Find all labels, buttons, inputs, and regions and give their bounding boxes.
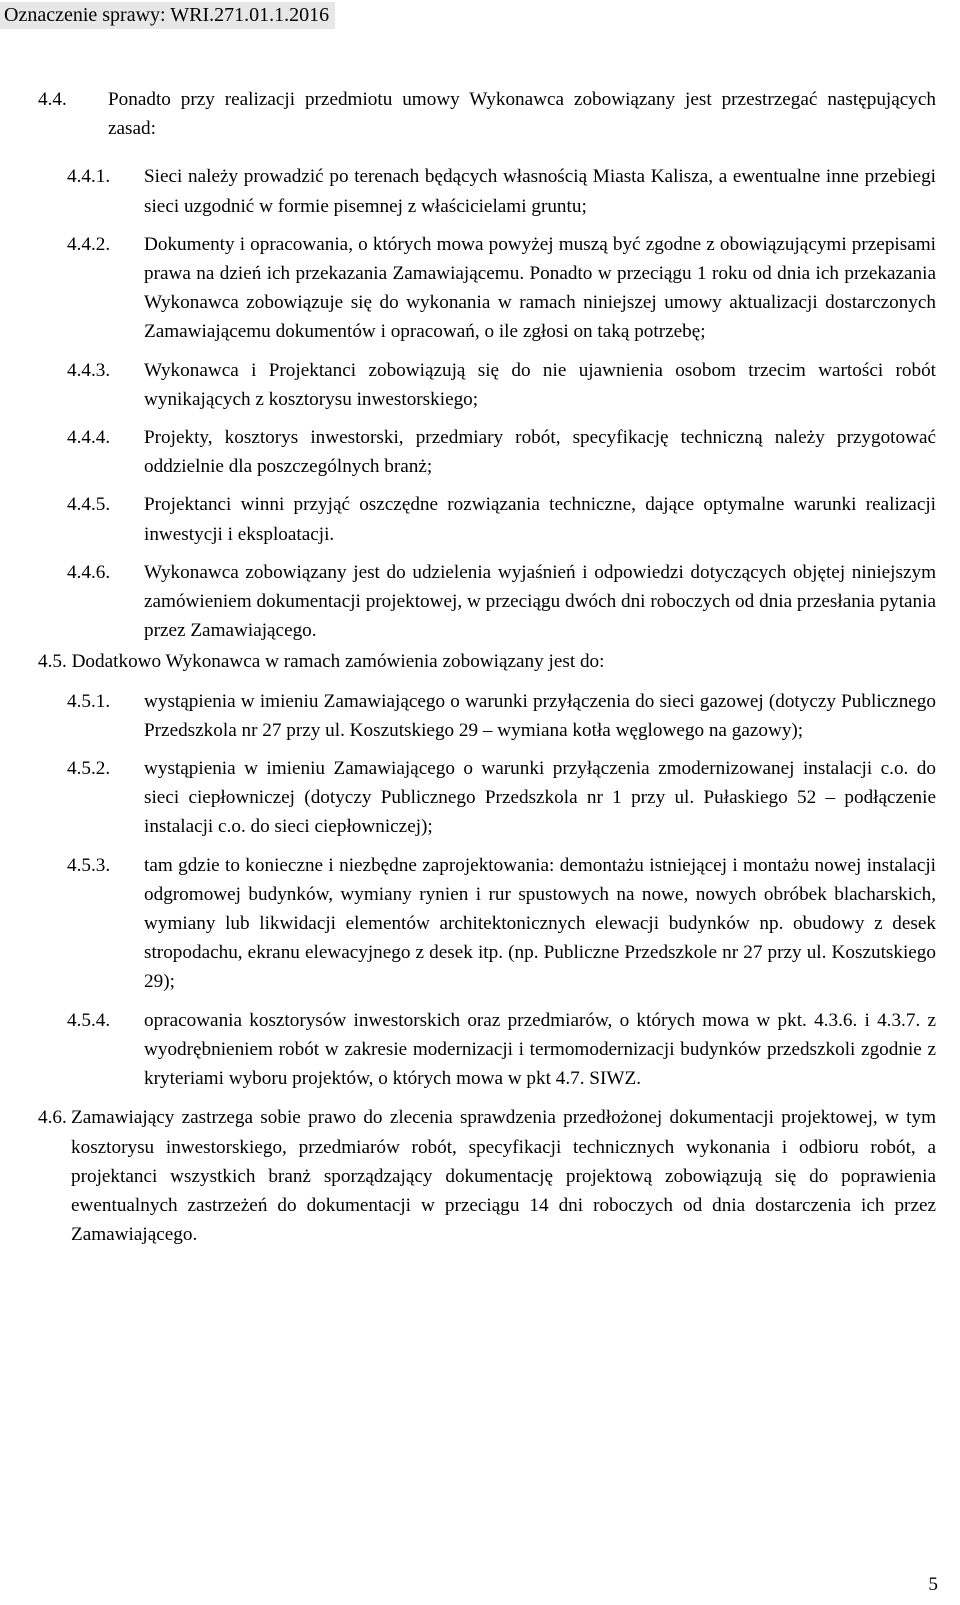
clause-text: wystąpienia w imieniu Zamawiającego o warunki przyłączenia do sieci gazowej (dotyczy Publicznego Przedszkola nr 27 przy ul. Koszutskiego 29 – wymiana kotła węglowego na gazowy); [144, 690, 936, 741]
case-reference-header: Oznaczenie sprawy: WRI.271.01.1.2016 [0, 2, 335, 29]
clause-text: wystąpienia w imieniu Zamawiającego o warunki przyłączenia zmodernizowanej instalacji c.o. do sieci ciepłowniczej (dotyczy Publicznego Przedszkola nr 1 przy ul. Pułaskiego 52 – podłączenie instalacji c.o. do sieci ciepłowniczej); [144, 758, 936, 838]
clause-4-5-4 [67, 1006, 936, 1094]
clause-number: 4.4.4. [67, 427, 111, 449]
clause-text: Dokumenty i opracowania, o których mowa powyżej muszą być zgodne z obowiązującymi przepisami prawa na dzień ich przekazania Zamawiającemu. Ponadto w przeciągu 1 roku od dnia ich przekazania Wykonawca zobowiązuje się do wykonania w ramach niniejszej umowy aktualizacji dostarczonych Zamawiającemu dokumentów i opracowań, o ile zgłosi on taką potrzebę; [144, 233, 936, 343]
clause-4-4-4 [67, 423, 936, 481]
clause-number: 4.4.1. [67, 166, 111, 188]
clause-4-4-3 [67, 356, 936, 414]
section-number: 4.5. [38, 651, 67, 673]
clause-text: Wykonawca zobowiązany jest do udzielenia wyjaśnień i odpowiedzi dotyczących objętej niniejszym zamówieniem dokumentacji projektowej, w przeciągu dwóch dni roboczych od dnia przesłania pytania przez Zamawiającego. [144, 561, 936, 642]
clause-4-5-2 [67, 754, 936, 842]
clause-text: opracowania kosztorysów inwestorskich oraz przedmiarów, o których mowa w pkt. 4.3.6. i 4.3.7. z wyodrębnieniem robót w zakresie modernizacji i termomodernizacji budynków przedszkoli zgodnie z kryteriami wyboru projektów, o których mowa w pkt 4.7. SIWZ. [144, 1009, 936, 1090]
clause-number: 4.4.2. [67, 233, 111, 255]
section-text: Dodatkowo Wykonawca w ramach zamówienia zobowiązany jest do: [71, 651, 605, 673]
clause-4-4-5 [67, 490, 936, 548]
clause-text: Projekty, kosztorys inwestorski, przedmiary robót, specyfikację techniczną należy przygotować oddzielnie dla poszczególnych branż; [144, 427, 936, 478]
clause-number: 4.5.1. [67, 690, 111, 712]
clause-number: 4.4.6. [67, 561, 111, 583]
clause-number: 4.5.4. [67, 1009, 111, 1031]
section-4-4 [38, 85, 936, 143]
section-text: Zamawiający zastrzega sobie prawo do zlecenia sprawdzenia przedłożonej dokumentacji projektowej, w tym kosztorysu inwestorskiego, przedmiarów robót, specyfikacji technicznych wykonania i odbioru robót, a projektanci wszystkich branż sporządzający dokumentację projektową zobowiązują się do poprawienia ewentualnych zastrzeżeń do dokumentacji w przeciągu 14 dni roboczych od dnia dostarczenia ich przez Zamawiającego. [71, 1107, 936, 1246]
clause-text: Wykonawca i Projektanci zobowiązują się do nie ujawnienia osobom trzecim wartości robót wynikających z kosztorysu inwestorskiego; [144, 359, 936, 410]
clause-4-4-2 [67, 230, 936, 347]
section-number: 4.4. [38, 89, 67, 110]
clause-number: 4.5.2. [67, 758, 111, 780]
clause-number: 4.5.3. [67, 854, 111, 876]
clause-text: tam gdzie to konieczne i niezbędne zaprojektowania: demontażu istniejącej i montażu nowej instalacji odgromowej budynków, wymiany rynien i rur spustowych na nowe, nowych obróbek blacharskich, wymiany lub likwidacji elementów architektonicznych elewacji budynków np. obudowy z desek stropodachu, ekranu elewacyjnego z desek itp. (np. Publiczne Przedszkole nr 27 przy ul. Koszutskiego 29); [144, 854, 936, 993]
document-body [38, 85, 936, 1249]
clause-number: 4.4.5. [67, 494, 111, 516]
clause-number: 4.4.3. [67, 359, 111, 381]
clause-text: Projektanci winni przyjąć oszczędne rozwiązania techniczne, dające optymalne warunki realizacji inwestycji i eksploatacji. [144, 494, 936, 545]
clause-4-4-1 [67, 162, 936, 220]
clause-4-5-1 [67, 687, 936, 745]
section-4-6 [38, 1103, 936, 1249]
page-number: 5 [928, 1574, 938, 1595]
section-number: 4.6. [38, 1107, 67, 1129]
section-text: Ponadto przy realizacji przedmiotu umowy Wykonawca zobowiązany jest przestrzegać następujących zasad: [108, 89, 936, 140]
clause-text: Sieci należy prowadzić po terenach będących własnością Miasta Kalisza, a ewentualne inne przebiegi sieci uzgodnić w formie pisemnej z właścicielami gruntu; [144, 166, 936, 217]
section-4-5 [38, 647, 936, 676]
clause-4-4-6 [67, 558, 936, 646]
clause-4-5-3 [67, 851, 936, 997]
